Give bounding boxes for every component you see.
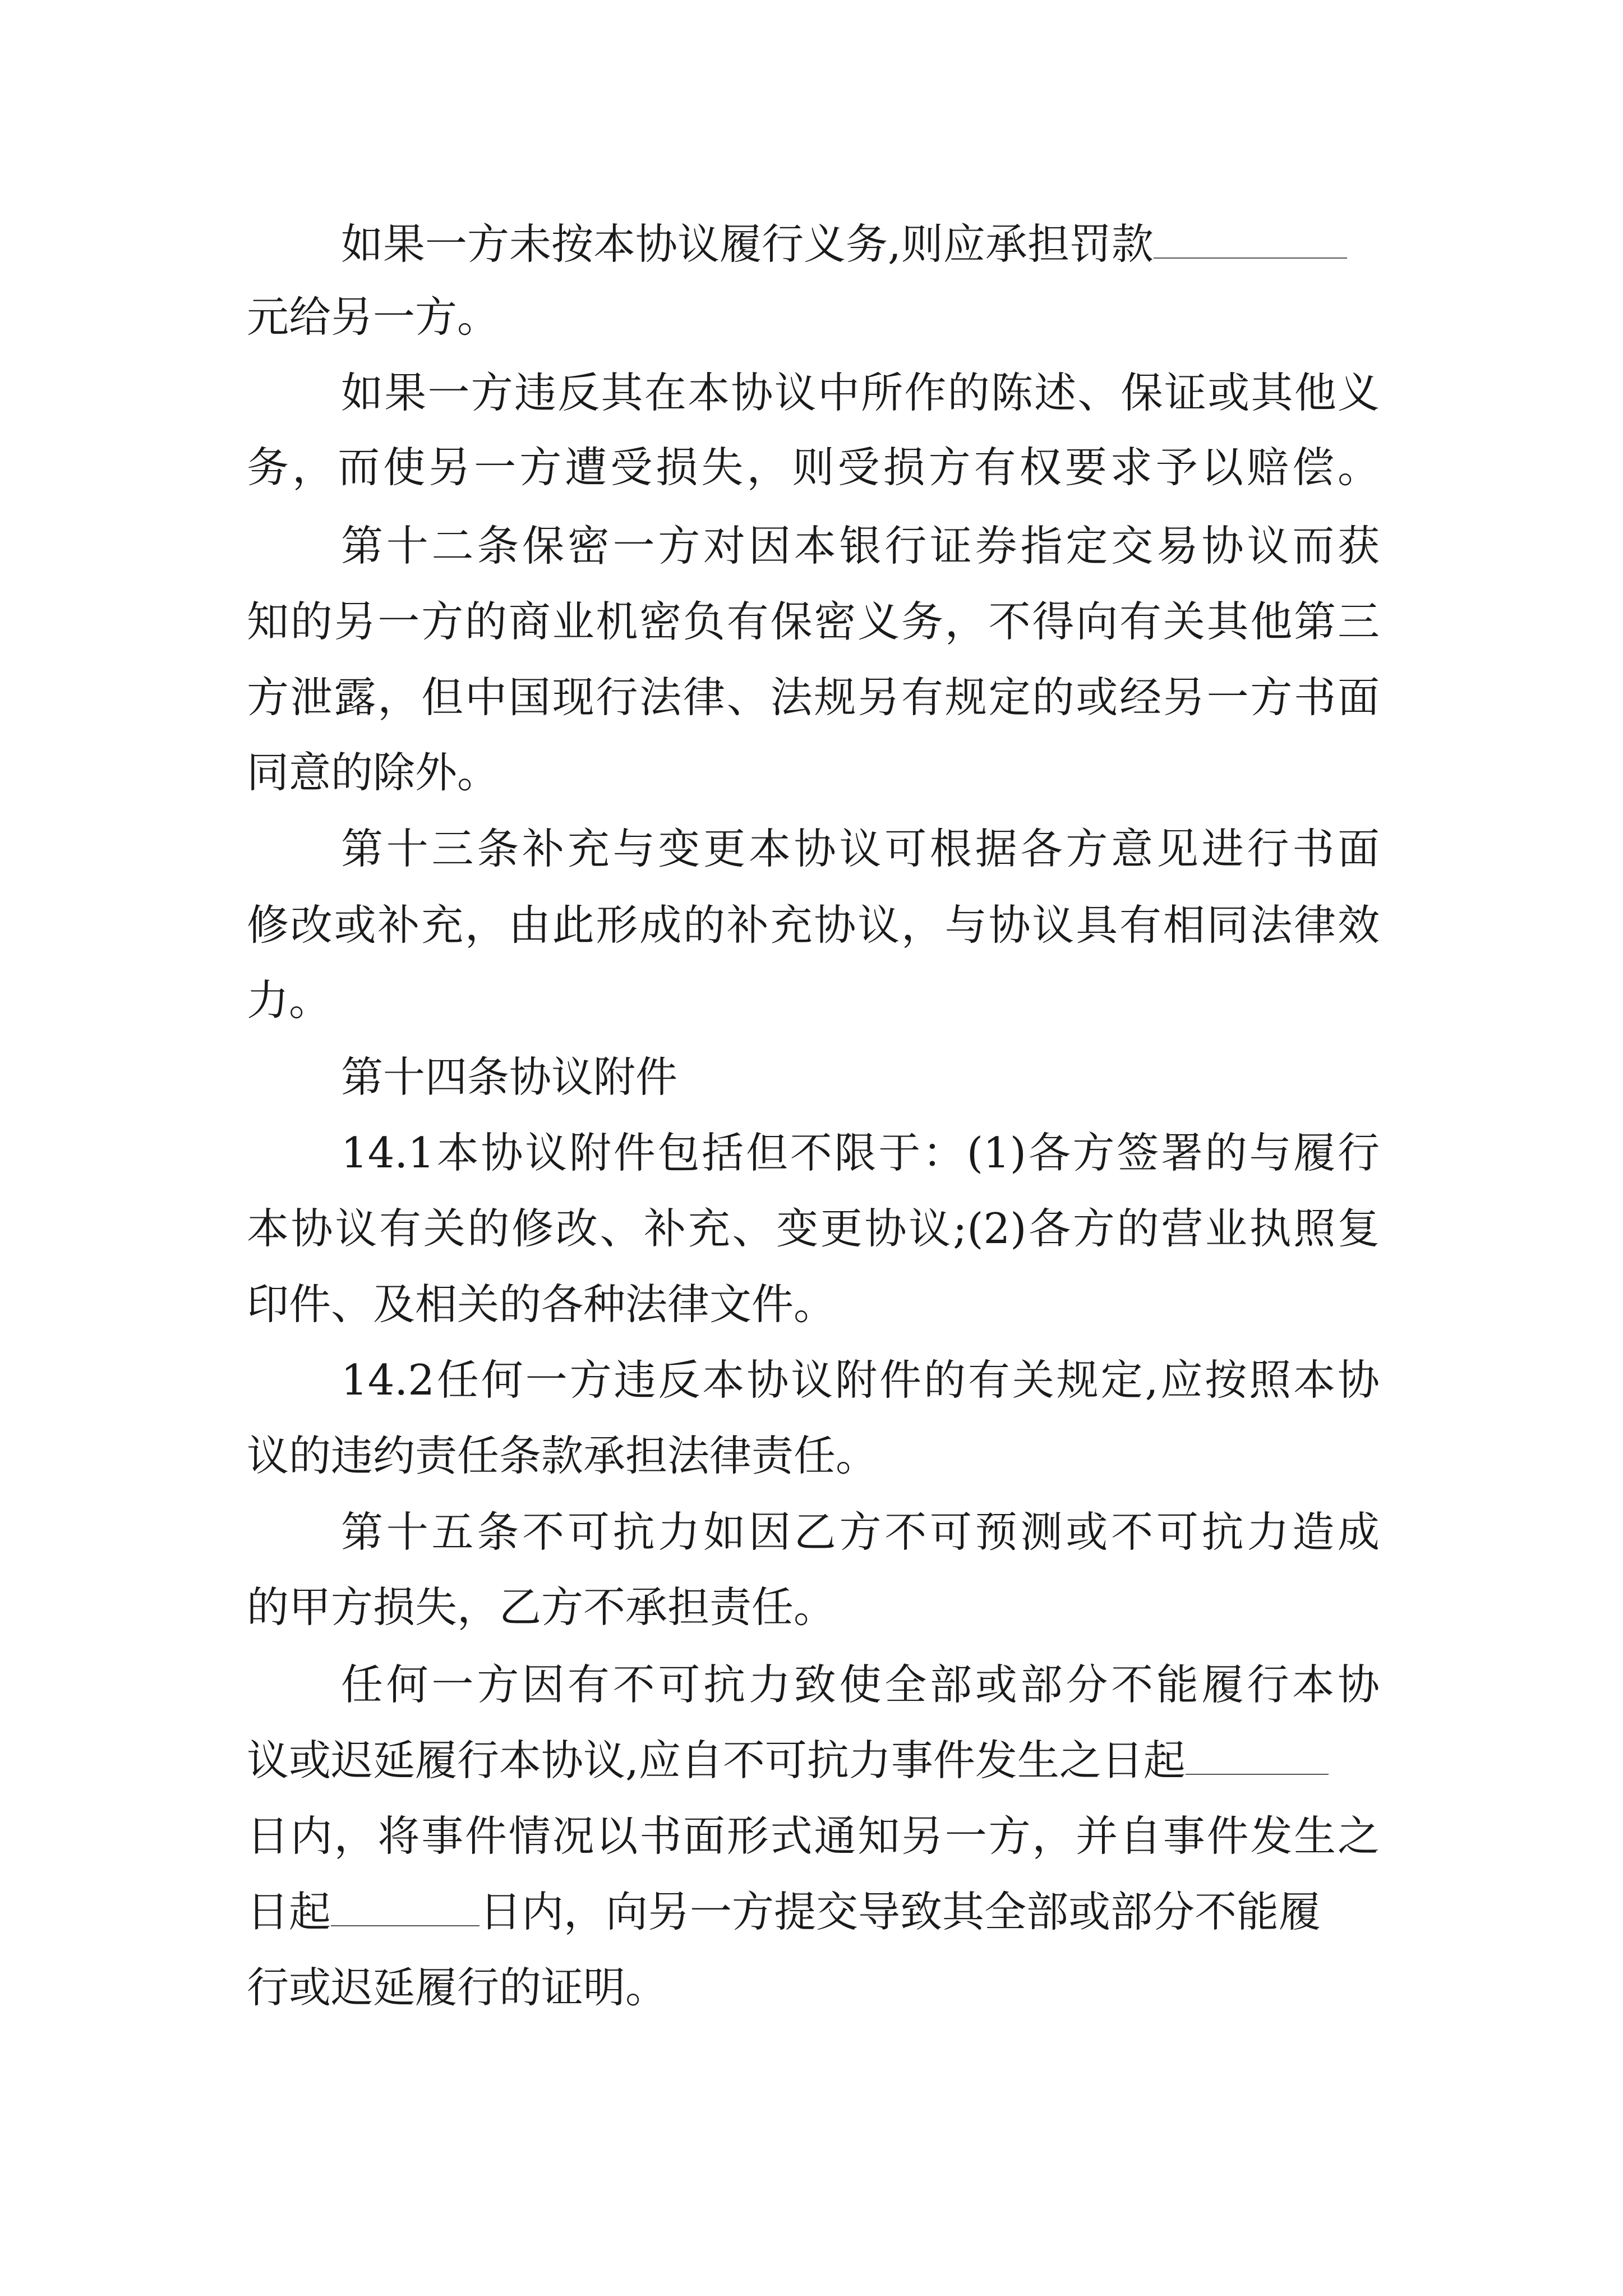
paragraph-6-line-1: 14.1本协议附件包括但不限于：(1)各方签署的与履行 xyxy=(341,1128,1380,1177)
paragraph-3-line-1: 第十二条保密一方对因本银行证券指定交易协议而获 xyxy=(341,521,1380,570)
paragraph-1-line-2: 元给另一方。 xyxy=(247,292,500,342)
paragraph-7-line-2: 议的违约责任条款承担法律责任。 xyxy=(247,1431,878,1480)
paragraph-9-line-1: 任何一方因有不可抗力致使全部或部分不能履行本协 xyxy=(341,1660,1380,1709)
paragraph-8-line-1: 第十五条不可抗力如因乙方不可预测或不可抗力造成 xyxy=(341,1507,1380,1557)
paragraph-3-line-4: 同意的除外。 xyxy=(247,748,500,797)
paragraph-2-line-2: 务，而使另一方遭受损失，则受损方有权要求予以赔偿。 xyxy=(247,443,1380,492)
paragraph-4-line-1: 第十三条补充与变更本协议可根据各方意见进行书面 xyxy=(341,824,1380,873)
paragraph-2-line-1: 如果一方违反其在本协议中所作的陈述、保证或其他义 xyxy=(341,368,1380,417)
paragraph-8-line-2: 的甲方损失，乙方不承担责任。 xyxy=(247,1582,836,1632)
paragraph-6-line-3: 印件、及相关的各种法律文件。 xyxy=(247,1280,836,1329)
paragraph-9-line-2: 议或迟延履行本协议,应自不可抗力事件发生之日起 xyxy=(247,1729,1380,1791)
paragraph-9-line-4: 日起 日内，向另一方提交导致其全部或部分不能履 xyxy=(247,1887,1321,1936)
paragraph-4-line-2: 修改或补充，由此形成的补充协议，与协议具有相同法律效 xyxy=(247,900,1380,950)
paragraph-4-line-3: 力。 xyxy=(247,976,331,1025)
fill-in-blank[interactable] xyxy=(1186,1734,1329,1775)
paragraph-9-line-5: 行或迟延履行的证明。 xyxy=(247,1963,668,2012)
fill-in-blank[interactable] xyxy=(1154,218,1347,259)
paragraph-1-line-1: 如果一方未按本协议履行义务,则应承担罚款 xyxy=(341,213,1380,275)
section-heading: 第十四条协议附件 xyxy=(341,1052,678,1102)
paragraph-3-line-2: 知的另一方的商业机密负有保密义务，不得向有关其他第三 xyxy=(247,597,1380,646)
paragraph-7-line-1: 14.2任何一方违反本协议附件的有关规定,应按照本协 xyxy=(341,1355,1380,1405)
fill-in-blank[interactable] xyxy=(331,1886,479,1926)
paragraph-3-line-3: 方泄露，但中国现行法律、法规另有规定的或经另一方书面 xyxy=(247,673,1380,722)
paragraph-6-line-2: 本协议有关的修改、补充、变更协议;(2)各方的营业执照复 xyxy=(247,1204,1380,1253)
paragraph-9-line-3: 日内，将事件情况以书面形式通知另一方，并自事件发生之 xyxy=(247,1811,1380,1861)
